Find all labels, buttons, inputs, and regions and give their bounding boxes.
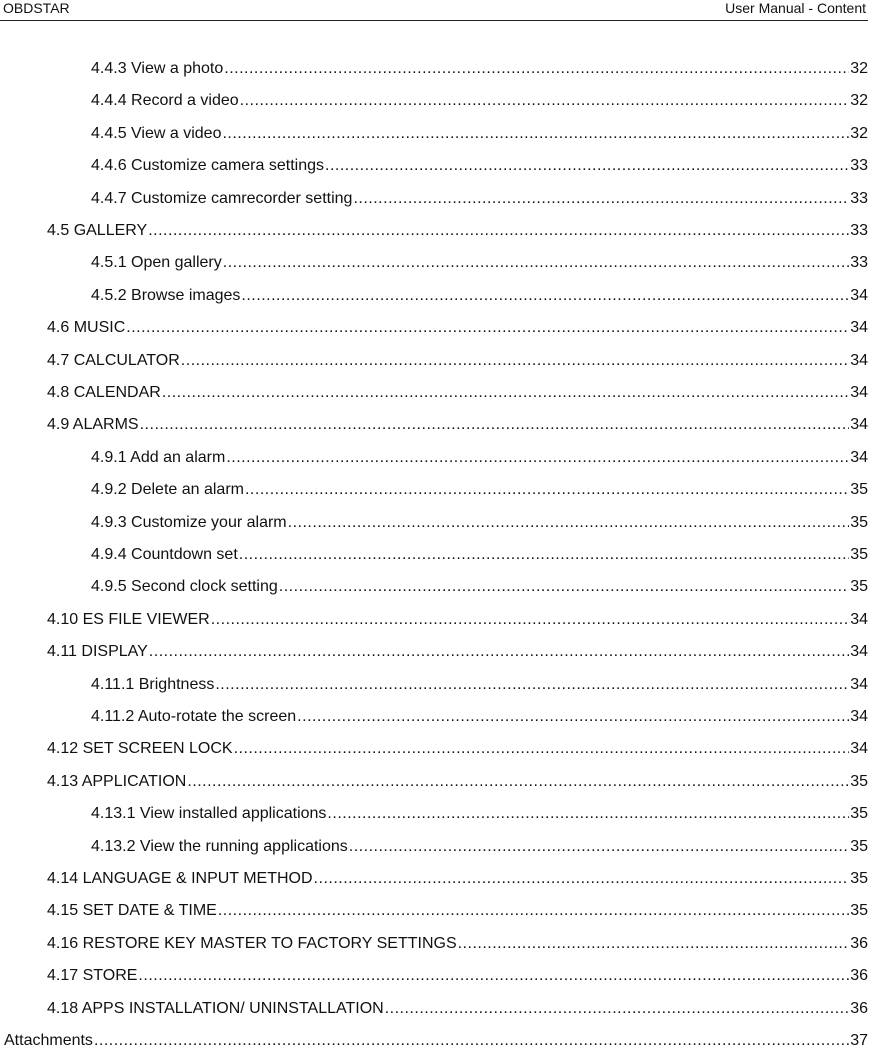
toc-entry-title: 4.4.4 Record a video	[91, 92, 239, 110]
toc-entry-title: 4.17 STORE	[47, 967, 138, 985]
toc-entry-title: 4.10 ES FILE VIEWER	[47, 610, 210, 628]
toc-entry-page-number: 32	[850, 124, 868, 142]
toc-entry[interactable]	[47, 737, 868, 761]
toc-entry-title: 4.5.1 Open gallery	[91, 254, 222, 272]
toc-entry-title: 4.14 LANGUAGE & INPUT METHOD	[47, 870, 313, 887]
dot-leader	[353, 187, 849, 211]
toc-entry[interactable]	[47, 640, 868, 664]
dot-leader	[211, 608, 849, 632]
toc-entry[interactable]	[91, 187, 868, 211]
toc-entry[interactable]	[47, 867, 868, 891]
toc-entry-page-number: 34	[850, 675, 868, 693]
toc-entry-page-number: 35	[850, 805, 868, 823]
toc-entry-title: 4.13.1 View installed applications	[91, 805, 327, 823]
dot-leader	[314, 867, 850, 891]
toc-entry[interactable]	[91, 446, 868, 470]
toc-entry[interactable]	[47, 770, 868, 794]
toc-entry-page-number: 35	[850, 772, 868, 790]
toc-entry-title: 4.9 ALARMS	[47, 416, 139, 434]
toc-entry-page-number: 34	[850, 351, 868, 369]
toc-entry[interactable]	[91, 154, 868, 178]
toc-entry[interactable]	[47, 932, 868, 956]
toc-entry-page-number: 35	[850, 902, 868, 920]
dot-leader	[126, 316, 849, 340]
toc-entry[interactable]	[47, 997, 868, 1021]
toc-entry-title: Attachments	[4, 1032, 93, 1049]
header-section-title: User Manual - Content	[725, 0, 866, 16]
toc-entry-title: 4.13.2 View the running applications	[91, 837, 348, 855]
dot-leader	[458, 932, 850, 956]
toc-entry-title: 4.11.1 Brightness	[91, 675, 215, 693]
dot-leader	[148, 219, 849, 243]
dot-leader	[187, 770, 849, 794]
toc-entry-page-number: 32	[850, 92, 868, 110]
dot-leader	[349, 835, 849, 859]
toc-entry-page-number: 35	[850, 513, 868, 531]
toc-entry[interactable]	[91, 284, 868, 308]
toc-entry-page-number: 35	[850, 481, 868, 499]
toc-entry-page-number: 35	[850, 578, 868, 596]
dot-leader	[149, 640, 849, 664]
dot-leader	[94, 1029, 849, 1053]
toc-entry[interactable]	[47, 413, 868, 437]
dot-leader	[279, 575, 849, 599]
toc-entry-title: 4.9.2 Delete an alarm	[91, 481, 244, 499]
toc-entry[interactable]	[91, 705, 868, 729]
toc-entry-title: 4.4.3 View a photo	[91, 60, 224, 77]
toc-entry-title: 4.8 CALENDAR	[47, 384, 161, 401]
toc-entry-page-number: 36	[850, 999, 868, 1017]
toc-entry[interactable]	[47, 219, 868, 243]
dot-leader	[215, 673, 849, 697]
toc-entry-page-number: 37	[850, 1032, 868, 1049]
toc-entry-page-number: 34	[850, 416, 868, 434]
toc-entry-title: 4.9.5 Second clock setting	[91, 578, 278, 596]
toc-entry[interactable]	[47, 381, 868, 405]
toc-entry[interactable]	[47, 608, 868, 632]
page-header	[0, 0, 868, 21]
toc-entry-title: 4.11.2 Auto-rotate the screen	[91, 708, 297, 725]
dot-leader	[240, 89, 850, 113]
toc-entry[interactable]	[91, 575, 868, 599]
toc-entry[interactable]	[91, 543, 868, 567]
toc-entry-page-number: 34	[850, 384, 868, 401]
dot-leader	[297, 705, 849, 729]
toc-entry-title: 4.5.2 Browse images	[91, 286, 241, 304]
toc-entry-page-number: 36	[850, 967, 868, 985]
dot-leader	[224, 57, 849, 81]
toc-entry-page-number: 32	[850, 60, 868, 77]
dot-leader	[288, 511, 850, 535]
dot-leader	[327, 802, 849, 826]
toc-entry-page-number: 36	[850, 934, 868, 952]
dot-leader	[181, 349, 849, 373]
toc-entry-page-number: 33	[850, 254, 868, 272]
toc-entry-title: 4.6 MUSIC	[47, 319, 126, 337]
toc-entry[interactable]	[47, 899, 868, 923]
toc-entry-page-number: 35	[850, 870, 868, 887]
toc-entry[interactable]	[91, 251, 868, 275]
toc-entry[interactable]	[91, 57, 868, 81]
toc-entry-page-number: 35	[850, 837, 868, 855]
toc-entry-page-number: 33	[850, 222, 868, 239]
dot-leader	[325, 154, 849, 178]
toc-entry-page-number: 34	[850, 448, 868, 466]
toc-entry-page-number: 34	[850, 708, 868, 725]
toc-entry[interactable]	[91, 511, 868, 535]
toc-entry[interactable]	[91, 835, 868, 859]
toc-entry-title: 4.18 APPS INSTALLATION/ UNINSTALLATION	[47, 999, 384, 1017]
dot-leader	[140, 413, 850, 437]
dot-leader	[234, 737, 850, 761]
header-brand: OBDSTAR	[3, 0, 70, 16]
toc-entry-page-number: 34	[850, 643, 868, 661]
toc-entry-title: 4.9.4 Countdown set	[91, 546, 238, 563]
toc-entry-title: 4.16 RESTORE KEY MASTER TO FACTORY SETTINGS	[47, 934, 457, 952]
toc-entry-title: 4.4.6 Customize camera settings	[91, 157, 324, 175]
toc-entry-title: 4.4.5 View a video	[91, 124, 222, 142]
toc-entry[interactable]	[47, 316, 868, 340]
dot-leader	[223, 251, 849, 275]
toc-entry-page-number: 33	[850, 157, 868, 175]
toc-entry-page-number: 35	[850, 546, 868, 563]
dot-leader	[226, 446, 849, 470]
toc-entry-page-number: 34	[850, 610, 868, 628]
toc-entry-title: 4.15 SET DATE & TIME	[47, 902, 217, 920]
toc-entry[interactable]	[91, 478, 868, 502]
toc-entry-title: 4.9.3 Customize your alarm	[91, 513, 287, 531]
dot-leader	[218, 899, 849, 923]
toc-entry-title: 4.13 APPLICATION	[47, 772, 187, 790]
toc-entry[interactable]	[91, 122, 868, 146]
toc-entry-title: 4.4.7 Customize camrecorder setting	[91, 189, 353, 207]
toc-entry[interactable]	[4, 1029, 868, 1053]
toc-entry[interactable]	[91, 673, 868, 697]
toc-entry[interactable]	[47, 964, 868, 988]
toc-entry-title: 4.9.1 Add an alarm	[91, 448, 226, 466]
toc-entry-page-number: 34	[850, 319, 868, 337]
dot-leader	[222, 122, 849, 146]
toc-entry-page-number: 34	[850, 740, 868, 758]
dot-leader	[241, 284, 849, 308]
toc-entry-title: 4.5 GALLERY	[47, 222, 148, 239]
toc-entry-title: 4.12 SET SCREEN LOCK	[47, 740, 233, 758]
dot-leader	[239, 543, 849, 567]
dot-leader	[138, 964, 849, 988]
dot-leader	[385, 997, 850, 1021]
toc-entry-title: 4.11 DISPLAY	[47, 643, 148, 661]
toc-entry-page-number: 33	[850, 189, 868, 207]
toc-entry[interactable]	[91, 802, 868, 826]
dot-leader	[245, 478, 849, 502]
toc-entry[interactable]	[47, 349, 868, 373]
dot-leader	[162, 381, 849, 405]
toc-entry-title: 4.7 CALCULATOR	[47, 351, 180, 369]
toc-entry[interactable]	[91, 89, 868, 113]
toc-entry-page-number: 34	[850, 286, 868, 304]
